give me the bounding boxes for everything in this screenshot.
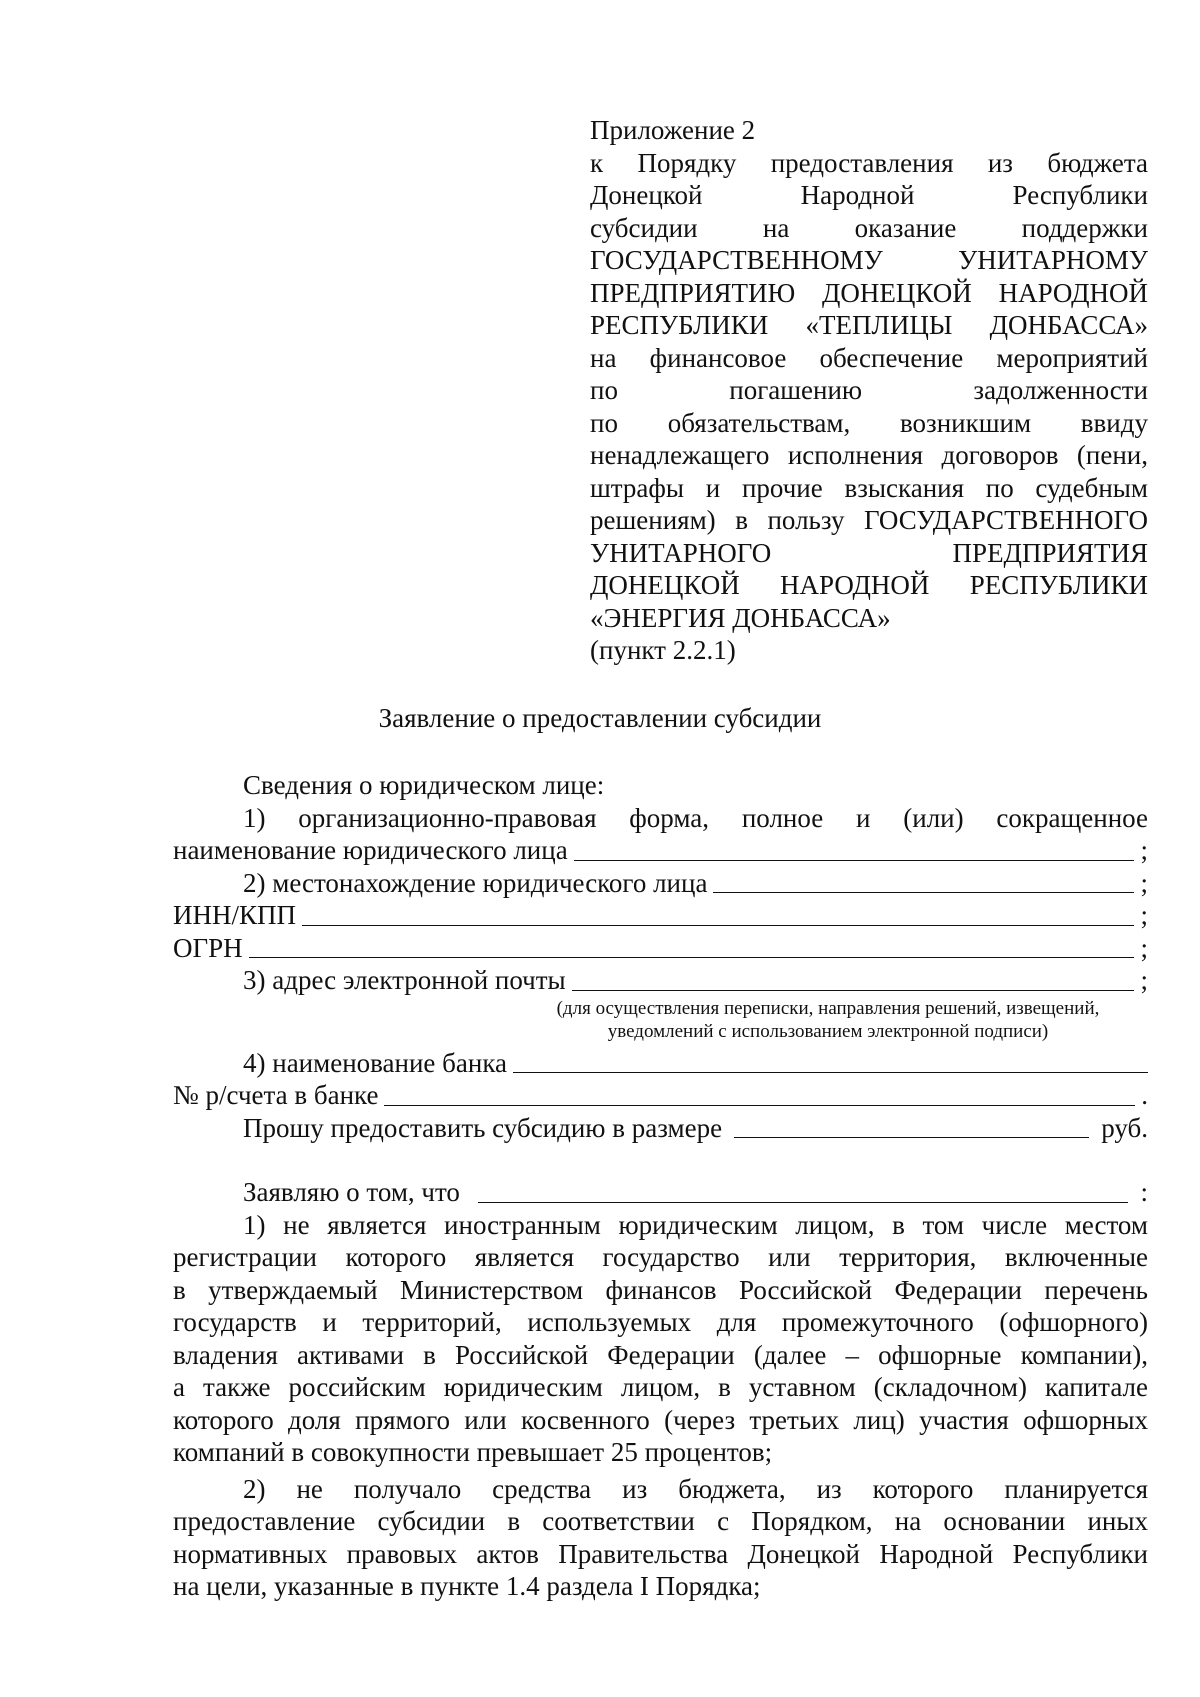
entity-name-row — [173, 834, 1148, 867]
paragraph-line: предоставление субсидии в соответствии с Порядком, на основании иных — [173, 1506, 1148, 1536]
email-note-line: уведомлений с использованием электронной подписи) — [607, 1020, 1049, 1042]
item1-line1 — [173, 802, 1148, 835]
entity-name-label: наименование юридического лица — [173, 835, 568, 865]
appendix-line: субсидии на оказание поддержки — [590, 212, 1148, 243]
semicolon: ; — [1140, 867, 1148, 898]
location-row — [173, 867, 1148, 900]
ogrn-row — [173, 932, 1148, 965]
appendix-line: по обязательствам, возникшим ввиду — [590, 407, 1148, 438]
email-note — [533, 997, 1123, 1043]
paragraph-line: владения активами в Российской Федерации (далее – офшорные компании), — [173, 1339, 1148, 1370]
entity-name-field[interactable] — [574, 838, 1135, 861]
paragraph-line: на цели, указанные в пункте 1.4 раздела I Порядка; — [173, 1571, 761, 1601]
paragraph-line: компаний в совокупности превышает 25 процентов; — [173, 1437, 773, 1467]
request-row — [173, 1112, 1148, 1145]
appendix-line: решениям) в пользу ГОСУДАРСТВЕННОГО — [590, 505, 1148, 535]
paragraph-line: регистрации которого является государство или территория, включенные — [173, 1242, 1148, 1272]
paragraph-line: а также российским юридическим лицом, в уставном (складочном) капитале — [173, 1372, 1148, 1402]
paragraph-line: которого доля прямого или косвенного (через третьих лиц) участия офшорных — [173, 1404, 1148, 1435]
email-note-line: (для осуществления переписки, направления решений, извещений, — [556, 997, 1100, 1019]
application-form — [173, 769, 1148, 1603]
appendix-line: Донецкой Народной Республики — [590, 180, 1148, 210]
document-title: Заявление о предоставлении субсидии — [378, 703, 822, 733]
declarant-field[interactable] — [478, 1180, 1129, 1203]
appendix-line: ДОНЕЦКОЙ НАРОДНОЙ РЕСПУБЛИКИ — [590, 570, 1148, 600]
legal-entity-intro — [173, 769, 1148, 802]
item1-text: 1) организационно-правовая форма, полное и (или) сокращенное — [243, 802, 1148, 833]
appendix-line: ненадлежащего исполнения договоров (пени, — [590, 440, 1148, 470]
email-row — [173, 964, 1148, 997]
paragraph-line: 1) не является иностранным юридическим лицом, в том числе местом — [243, 1209, 1148, 1240]
subsidy-amount-field[interactable] — [734, 1115, 1089, 1138]
declaration-intro: Заявляю о том, что — [243, 1177, 460, 1207]
email-field[interactable] — [572, 968, 1135, 991]
colon: : — [1140, 1177, 1148, 1207]
paragraph-line: нормативных правовых актов Правительства Донецкой Народной Республики — [173, 1538, 1148, 1569]
declaration-paragraph-1 — [173, 1209, 1148, 1469]
inn-row — [173, 899, 1148, 932]
bank-row — [173, 1047, 1148, 1080]
ogrn-label: ОГРН — [173, 932, 243, 963]
declaration-paragraph-2 — [173, 1473, 1148, 1603]
semicolon: ; — [1140, 835, 1148, 865]
declaration-intro-row — [173, 1176, 1148, 1209]
period: . — [1141, 1080, 1148, 1110]
inn-label: ИНН/КПП — [173, 900, 297, 930]
bank-field[interactable] — [513, 1050, 1148, 1073]
spacer — [173, 1144, 1148, 1176]
location-field[interactable] — [713, 870, 1134, 893]
intro-text: Сведения о юридическом лице: — [243, 770, 605, 800]
appendix-line: ПРЕДПРИЯТИЮ ДОНЕЦКОЙ НАРОДНОЙ — [590, 277, 1148, 308]
appendix-line: по погашению задолженности — [590, 375, 1148, 405]
account-row — [173, 1079, 1148, 1112]
semicolon: ; — [1140, 932, 1148, 963]
ogrn-field[interactable] — [249, 935, 1135, 958]
appendix-line: (пункт 2.2.1) — [590, 635, 736, 665]
semicolon: ; — [1140, 965, 1148, 995]
paragraph-line: государств и территорий, используемых для промежуточного (офшорного) — [173, 1307, 1148, 1337]
paragraph-line: в утверждаемый Министерством финансов Российской Федерации перечень — [173, 1274, 1148, 1305]
paragraph-line: 2) не получало средства из бюджета, из которого планируется — [243, 1473, 1148, 1504]
appendix-line: УНИТАРНОГО ПРЕДПРИЯТИЯ — [590, 537, 1148, 568]
appendix-line: к Порядку предоставления из бюджета — [590, 147, 1148, 178]
appendix-line: штрафы и прочие взыскания по судебным — [590, 472, 1148, 503]
bank-label: 4) наименование банка — [243, 1047, 508, 1078]
currency-label: руб. — [1101, 1112, 1148, 1143]
appendix-line: «ЭНЕРГИЯ ДОНБАССА» — [590, 602, 891, 633]
location-label: 2) местонахождение юридического лица — [243, 867, 708, 898]
appendix-line: РЕСПУБЛИКИ «ТЕПЛИЦЫ ДОНБАССА» — [590, 310, 1148, 340]
email-label: 3) адрес электронной почты — [243, 965, 566, 995]
appendix-line: на финансовое обеспечение мероприятий — [590, 342, 1148, 373]
appendix-line: Приложение 2 — [590, 115, 756, 145]
inn-field[interactable] — [302, 903, 1134, 926]
account-label: № р/счета в банке — [173, 1080, 379, 1110]
request-label: Прошу предоставить субсидию в размере — [243, 1112, 723, 1143]
appendix-header — [590, 114, 1148, 667]
account-field[interactable] — [384, 1083, 1135, 1106]
appendix-line: ГОСУДАРСТВЕННОМУ УНИТАРНОМУ — [590, 245, 1148, 275]
semicolon: ; — [1140, 900, 1148, 930]
